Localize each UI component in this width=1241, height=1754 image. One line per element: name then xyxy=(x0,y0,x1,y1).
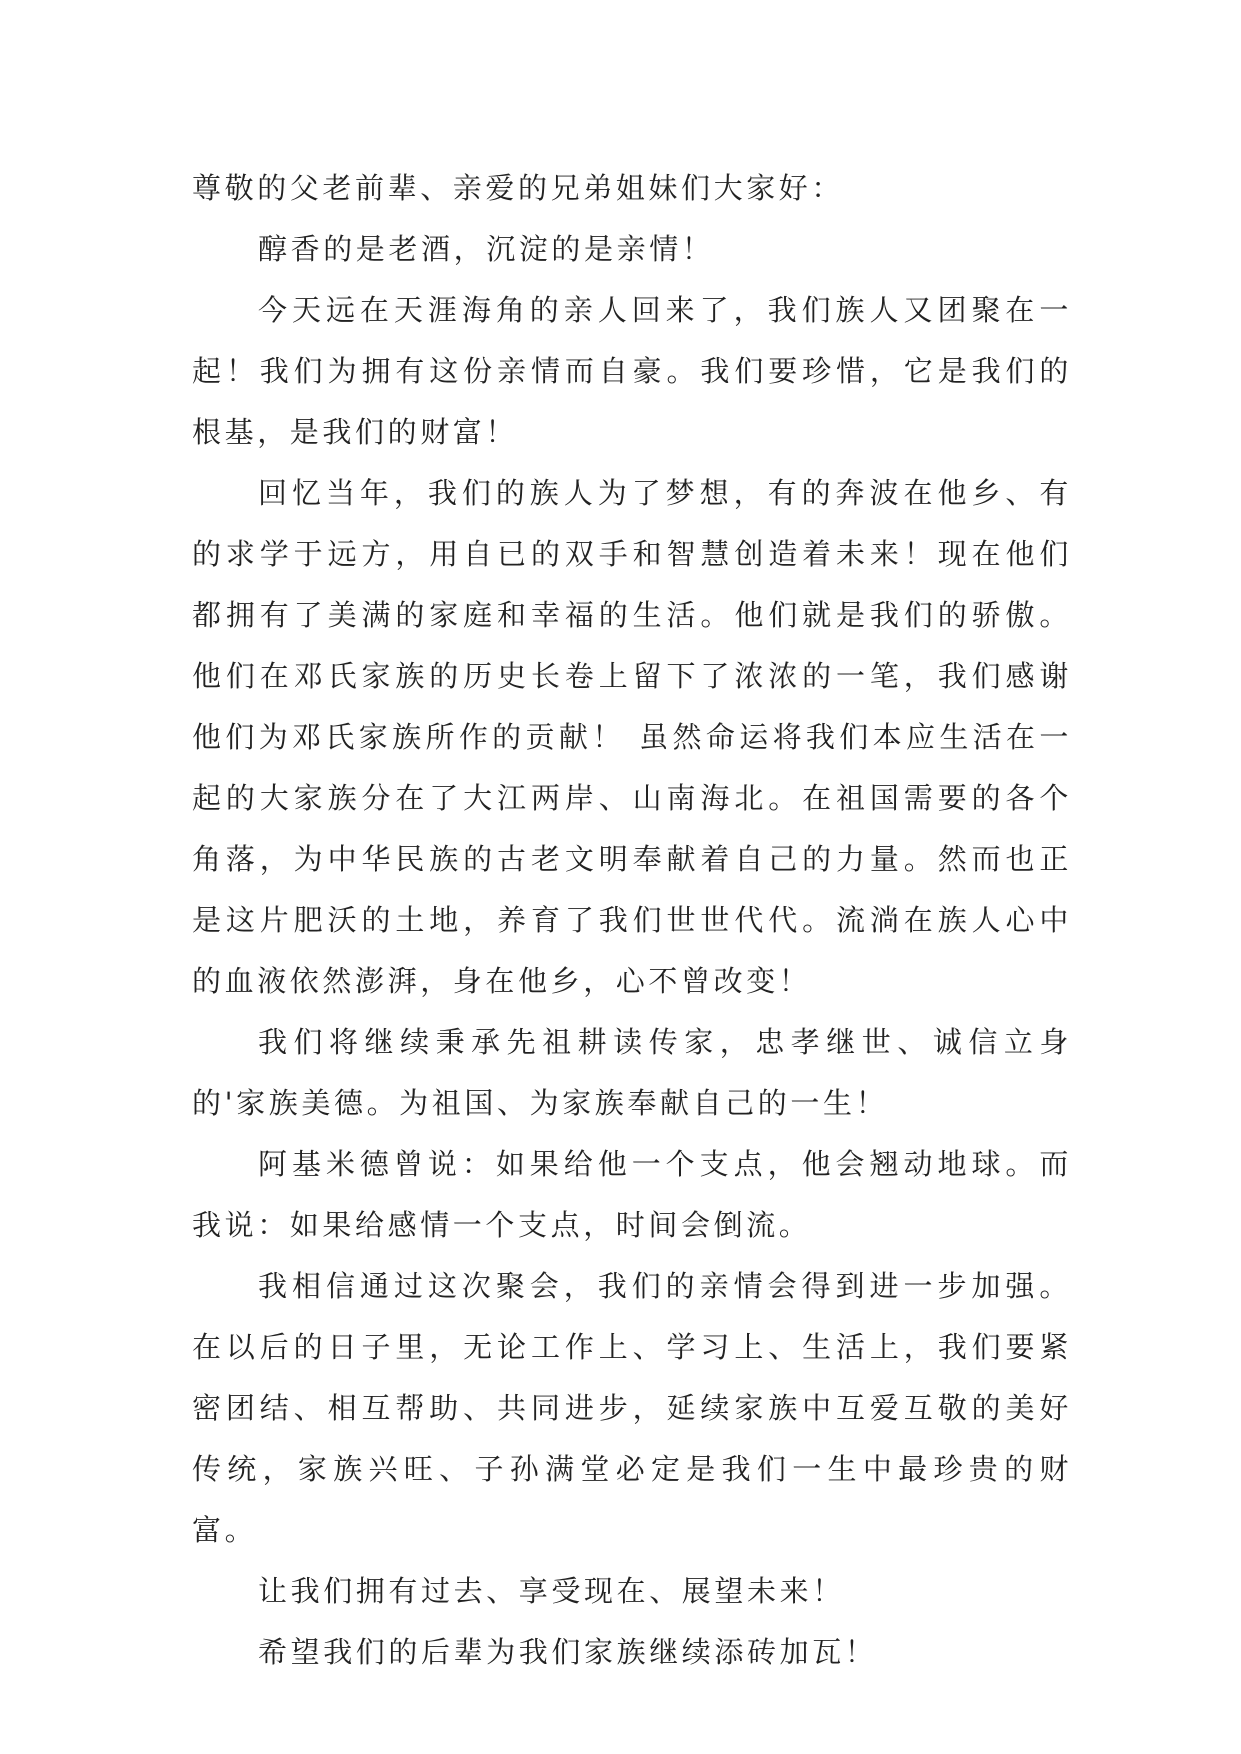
paragraph-closing: 希望我们的后辈为我们家族继续添砖加瓦！ xyxy=(258,1635,878,1669)
paragraph-future: 让我们拥有过去、享受现在、展望未来！ xyxy=(258,1574,845,1608)
paragraph-reunion: 今天远在天涯海角的亲人回来了，我们族人又团聚在一起！我们为拥有这份亲情而自豪。我们要珍惜，它是我们的根基，是我们的财富！ xyxy=(192,293,1072,449)
greeting-line: 尊敬的父老前辈、亲爱的兄弟姐妹们大家好： xyxy=(192,171,845,205)
paragraph-opening: 醇香的是老酒，沉淀的是亲情！ xyxy=(258,232,715,266)
speech-text xyxy=(192,158,1072,1683)
paragraph-family-virtues: 我们将继续秉承先祖耕读传家，忠孝继世、诚信立身的'家族美德。为祖国、为家族奉献自己的一生！ xyxy=(192,1025,1072,1120)
paragraph-memories: 回忆当年，我们的族人为了梦想，有的奔波在他乡、有的求学于远方，用自已的双手和智慧创造着未来！现在他们都拥有了美满的家庭和幸福的生活。他们就是我们的骄傲。他们在邓氏家族的历史长卷上留下了浓浓的一笔，我们感谢他们为邓氏家族所作的贡献！ 虽然命运将我们本应生活在一起的大家族分在了大江两岸、山南海北。在祖国需要的各个角落，为中华民族的古老文明奉献着自己的力量。然而也正是这片肥沃的土地，养育了我们世世代代。流淌在族人心中的血液依然澎湃，身在他乡，心不曾改变！ xyxy=(192,476,1072,998)
paragraph-archimedes: 阿基米德曾说：如果给他一个支点，他会翘动地球。而我说：如果给感情一个支点，时间会倒流。 xyxy=(192,1147,1072,1242)
paragraph-unity: 我相信通过这次聚会，我们的亲情会得到进一步加强。在以后的日子里，无论工作上、学习上、生活上，我们要紧密团结、相互帮助、共同进步，延续家族中互爱互敬的美好传统，家族兴旺、子孙满堂必定是我们一生中最珍贵的财富。 xyxy=(192,1269,1072,1547)
